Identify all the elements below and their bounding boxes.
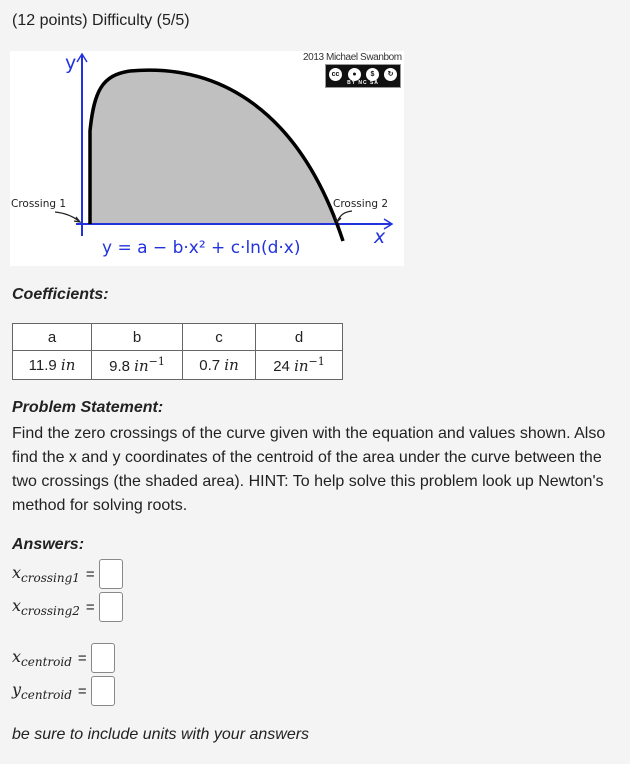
- answer-label-y-centroid: $y_{centroid}$: [12, 679, 72, 703]
- units-reminder: be sure to include units with your answers: [12, 726, 310, 743]
- nc-icon: $: [365, 67, 380, 82]
- coef-value-a-number: 11.9: [28, 357, 57, 374]
- curve-equation: y = a − b·x² + c·ln(d·x): [102, 238, 301, 258]
- answer-input-crossing2[interactable]: [99, 592, 123, 622]
- coef-value-b-unit: in: [134, 357, 149, 375]
- answer-row-x-centroid: [12, 641, 115, 675]
- coef-value-b: [92, 351, 183, 380]
- by-icon: ●: [347, 67, 362, 82]
- y-axis-label: y: [65, 52, 77, 74]
- equals-sign: =: [77, 682, 87, 700]
- coef-header-c: c: [183, 324, 256, 351]
- answers-title: Answers:: [12, 536, 85, 553]
- coef-value-d-number: 24: [273, 358, 290, 375]
- sa-icon: ↻: [383, 67, 398, 82]
- cc-license-labels: BY NC SA: [347, 80, 379, 86]
- coef-value-c-unit: in: [224, 356, 239, 374]
- x-axis-label: x: [374, 226, 386, 248]
- crossing2-label: Crossing 2: [333, 198, 389, 210]
- answer-row-crossing2: [12, 590, 123, 624]
- answer-input-crossing1[interactable]: [99, 559, 123, 589]
- coef-value-a-unit: in: [60, 356, 76, 374]
- coef-header-d: d: [256, 324, 343, 351]
- coefficients-header-row: [13, 324, 343, 351]
- answer-input-x-centroid[interactable]: [91, 643, 115, 673]
- coefficients-title: Coefficients:: [12, 286, 109, 303]
- coef-value-d: [256, 351, 343, 380]
- coefficients-value-row: [13, 351, 343, 380]
- crossing1-pointer-icon: [55, 212, 80, 222]
- credit-text: 2013 Michael Swanbom: [303, 52, 402, 63]
- coef-value-a: [13, 351, 92, 380]
- coef-header-b: b: [92, 324, 183, 351]
- coef-value-c-number: 0.7: [199, 357, 221, 374]
- equals-sign: =: [77, 649, 87, 667]
- answer-row-crossing1: [12, 557, 123, 591]
- problem-statement-title: Problem Statement:: [12, 399, 164, 416]
- shaded-area: [90, 70, 340, 231]
- cc-license-badge: [325, 64, 401, 88]
- answer-input-y-centroid[interactable]: [91, 676, 115, 706]
- answer-label-x-centroid: $x_{centroid}$: [12, 646, 72, 670]
- crossing2-pointer-icon: [335, 211, 352, 222]
- problem-header: (12 points) Difficulty (5/5): [12, 12, 190, 29]
- answer-label-crossing1: $x_{crossing1}$: [12, 562, 80, 586]
- equals-sign: =: [85, 565, 95, 583]
- answer-row-y-centroid: [12, 674, 115, 708]
- coef-value-d-exponent: −1: [308, 355, 325, 368]
- equals-sign: =: [85, 598, 95, 616]
- coef-header-a: a: [13, 324, 92, 351]
- coef-value-c: [183, 351, 256, 380]
- problem-statement-text: Find the zero crossings of the curve given with the equation and values shown. Also find the x and y coordinates of the centroid of the area under the curve between the two crossings (the shaded area). HINT: To help solve this problem look up Newton's method for solving roots.: [12, 425, 606, 514]
- coef-value-b-number: 9.8: [109, 358, 130, 375]
- coef-value-d-unit: in: [294, 357, 309, 375]
- answer-label-crossing2: $x_{crossing2}$: [12, 595, 80, 619]
- cc-icon: cc: [328, 67, 343, 82]
- coef-value-b-exponent: −1: [148, 355, 165, 368]
- crossing1-label: Crossing 1: [11, 198, 67, 210]
- curve-figure: [10, 51, 404, 266]
- coefficients-table: [12, 323, 343, 380]
